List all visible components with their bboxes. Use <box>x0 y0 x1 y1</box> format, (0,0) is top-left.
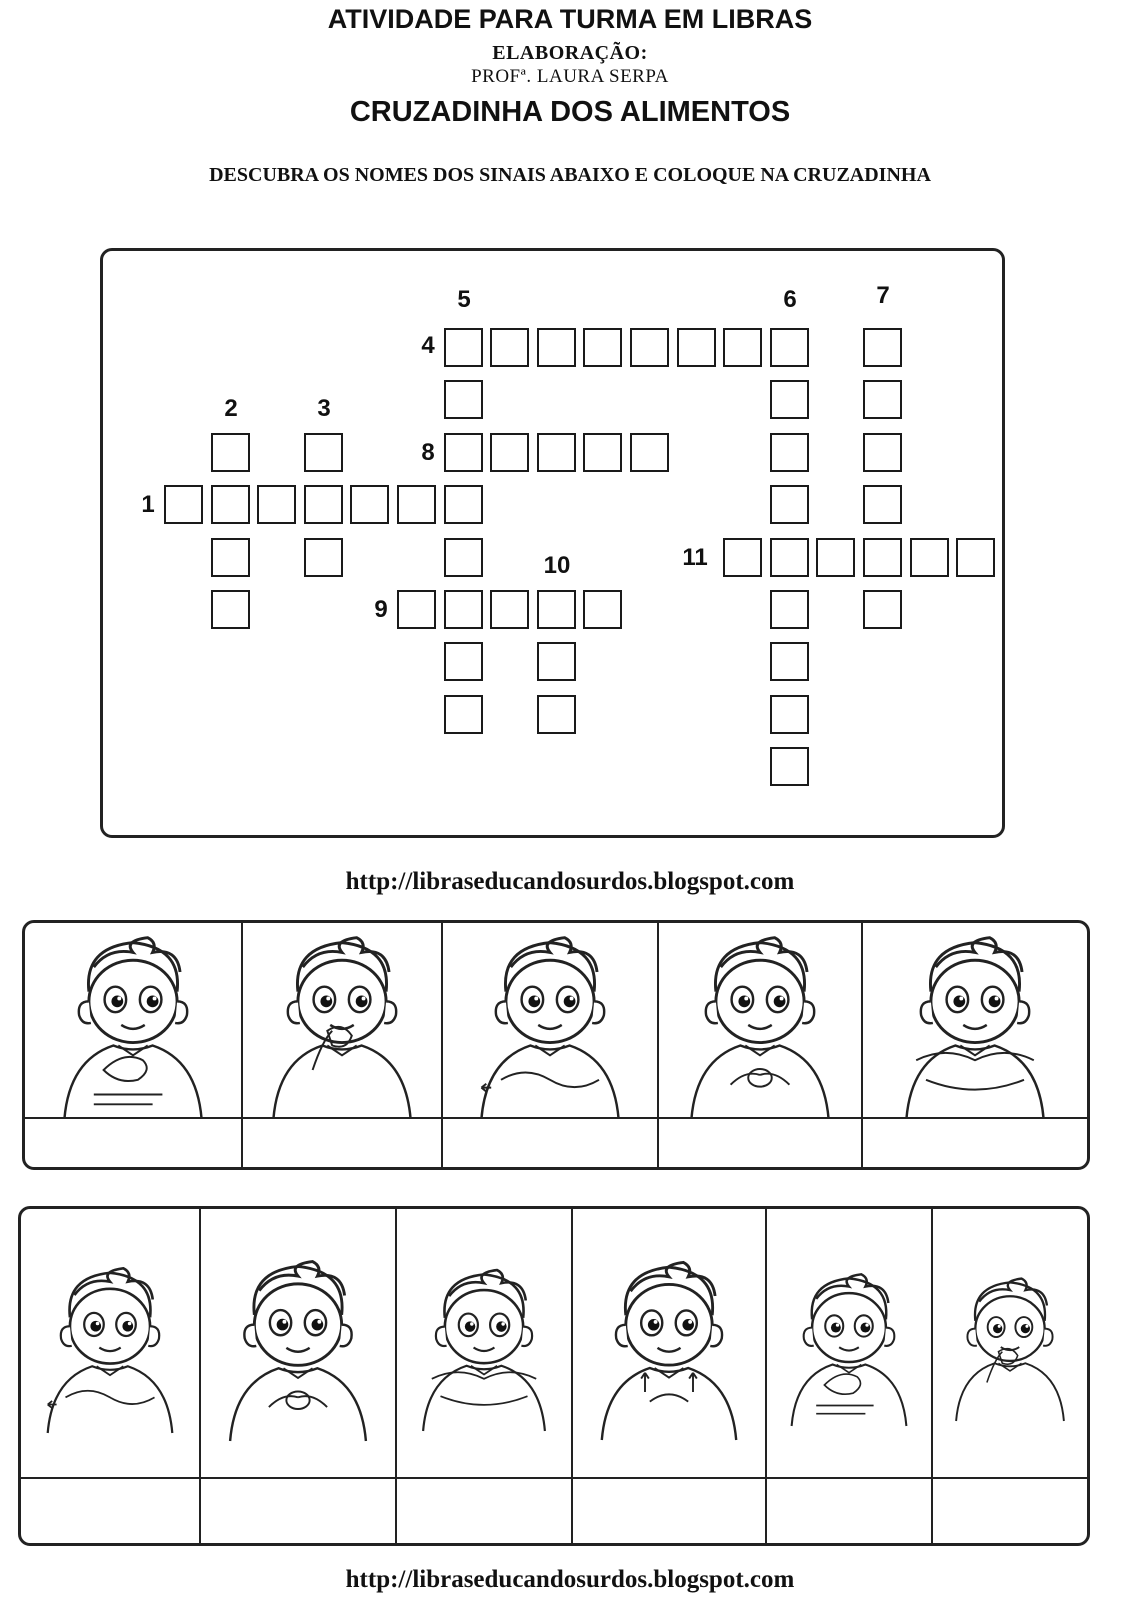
crossword-cell[interactable] <box>677 328 716 367</box>
crossword-cell[interactable] <box>211 433 250 472</box>
libras-sign-illustration <box>933 1209 1087 1479</box>
crossword-cell[interactable] <box>537 695 576 734</box>
crossword-cell[interactable] <box>863 380 902 419</box>
answer-box[interactable] <box>21 1477 199 1543</box>
sign-card-1-5 <box>863 923 1087 1167</box>
answer-box[interactable] <box>659 1117 861 1167</box>
crossword-cell[interactable] <box>211 538 250 577</box>
clue-number-11: 11 <box>682 544 708 571</box>
crossword-cell[interactable] <box>630 433 669 472</box>
libras-sign-illustration <box>21 1209 199 1479</box>
crossword-cell[interactable] <box>211 590 250 629</box>
sign-card-2-3 <box>397 1209 573 1543</box>
clue-number-3: 3 <box>317 395 331 422</box>
sign-card-1-3 <box>443 923 659 1167</box>
crossword-cell[interactable] <box>770 747 809 786</box>
crossword-cell[interactable] <box>910 538 949 577</box>
clue-number-4: 4 <box>421 332 435 359</box>
clue-number-1: 1 <box>141 491 155 518</box>
crossword-cell[interactable] <box>304 485 343 524</box>
answer-box[interactable] <box>933 1477 1087 1543</box>
crossword-cell[interactable] <box>863 590 902 629</box>
crossword-cell[interactable] <box>770 642 809 681</box>
crossword-cell[interactable] <box>164 485 203 524</box>
crossword-cell[interactable] <box>350 485 389 524</box>
libras-sign-illustration <box>397 1209 571 1479</box>
answer-box[interactable] <box>863 1117 1087 1167</box>
crossword-cell[interactable] <box>770 328 809 367</box>
crossword-cell[interactable] <box>444 590 483 629</box>
crossword-cell[interactable] <box>770 695 809 734</box>
crossword-cell[interactable] <box>490 328 529 367</box>
crossword-cell[interactable] <box>863 328 902 367</box>
blog-url-top: http://libraseducandosurdos.blogspot.com <box>345 868 795 895</box>
sign-card-2-2 <box>201 1209 397 1543</box>
libras-sign-illustration <box>243 923 441 1119</box>
crossword-cell[interactable] <box>490 590 529 629</box>
libras-sign-illustration <box>863 923 1087 1119</box>
crossword-cell[interactable] <box>444 642 483 681</box>
crossword-cell[interactable] <box>583 328 622 367</box>
sign-strip-2 <box>18 1206 1090 1546</box>
clue-number-2: 2 <box>224 395 238 422</box>
sign-card-1-2 <box>243 923 443 1167</box>
libras-sign-illustration <box>443 923 657 1119</box>
crossword-cell[interactable] <box>723 328 762 367</box>
crossword-cell[interactable] <box>770 485 809 524</box>
author-name: PROFª. LAURA SERPA <box>471 66 669 87</box>
answer-box[interactable] <box>397 1477 571 1543</box>
libras-sign-illustration <box>25 923 241 1119</box>
page-title: ATIVIDADE PARA TURMA EM LIBRAS <box>327 4 813 34</box>
crossword-cell[interactable] <box>770 590 809 629</box>
crossword-cell[interactable] <box>537 590 576 629</box>
clue-number-10: 10 <box>543 552 571 579</box>
crossword-cell[interactable] <box>770 380 809 419</box>
crossword-cell[interactable] <box>537 433 576 472</box>
sign-card-1-4 <box>659 923 863 1167</box>
crossword-cell[interactable] <box>863 538 902 577</box>
crossword-cell[interactable] <box>444 695 483 734</box>
crossword-cell[interactable] <box>444 538 483 577</box>
sign-card-2-1 <box>21 1209 201 1543</box>
crossword-cell[interactable] <box>490 433 529 472</box>
crossword-cell[interactable] <box>583 590 622 629</box>
sign-card-1-1 <box>25 923 243 1167</box>
crossword-cell[interactable] <box>956 538 995 577</box>
answer-box[interactable] <box>573 1477 765 1543</box>
sign-card-2-4 <box>573 1209 767 1543</box>
sign-card-2-6 <box>933 1209 1087 1543</box>
clue-number-8: 8 <box>421 439 435 466</box>
crossword-cell[interactable] <box>863 485 902 524</box>
sign-card-2-5 <box>767 1209 933 1543</box>
crossword-cell[interactable] <box>211 485 250 524</box>
answer-box[interactable] <box>25 1117 241 1167</box>
blog-url-bottom: http://libraseducandosurdos.blogspot.com <box>345 1566 795 1593</box>
clue-number-5: 5 <box>457 286 471 313</box>
crossword-cell[interactable] <box>304 538 343 577</box>
worksheet-subtitle: CRUZADINHA DOS ALIMENTOS <box>349 96 791 128</box>
crossword-cell[interactable] <box>444 380 483 419</box>
crossword-cell[interactable] <box>770 433 809 472</box>
libras-sign-illustration <box>659 923 861 1119</box>
crossword-cell[interactable] <box>770 538 809 577</box>
libras-sign-illustration <box>767 1209 931 1479</box>
crossword-cell[interactable] <box>537 328 576 367</box>
instruction-text: DESCUBRA OS NOMES DOS SINAIS ABAIXO E COLOQUE NA CRUZADINHA <box>209 164 931 186</box>
clue-number-7: 7 <box>876 282 890 309</box>
crossword-cell[interactable] <box>397 590 436 629</box>
answer-box[interactable] <box>443 1117 657 1167</box>
libras-sign-illustration <box>201 1209 395 1479</box>
crossword-cell[interactable] <box>816 538 855 577</box>
crossword-cell[interactable] <box>723 538 762 577</box>
crossword-cell[interactable] <box>444 485 483 524</box>
crossword-cell[interactable] <box>304 433 343 472</box>
crossword-cell[interactable] <box>630 328 669 367</box>
crossword-cell[interactable] <box>537 642 576 681</box>
answer-box[interactable] <box>201 1477 395 1543</box>
crossword-cell[interactable] <box>583 433 622 472</box>
crossword-cell[interactable] <box>397 485 436 524</box>
crossword-cell[interactable] <box>444 433 483 472</box>
crossword-cell[interactable] <box>444 328 483 367</box>
answer-box[interactable] <box>767 1477 931 1543</box>
clue-number-6: 6 <box>783 286 797 313</box>
clue-number-9: 9 <box>374 596 388 623</box>
crossword-cell[interactable] <box>863 433 902 472</box>
answer-box[interactable] <box>243 1117 441 1167</box>
crossword-cell[interactable] <box>257 485 296 524</box>
libras-sign-illustration <box>573 1209 765 1479</box>
elaboration-label: ELABORAÇÃO: <box>492 42 648 64</box>
sign-strip-1 <box>22 920 1090 1170</box>
